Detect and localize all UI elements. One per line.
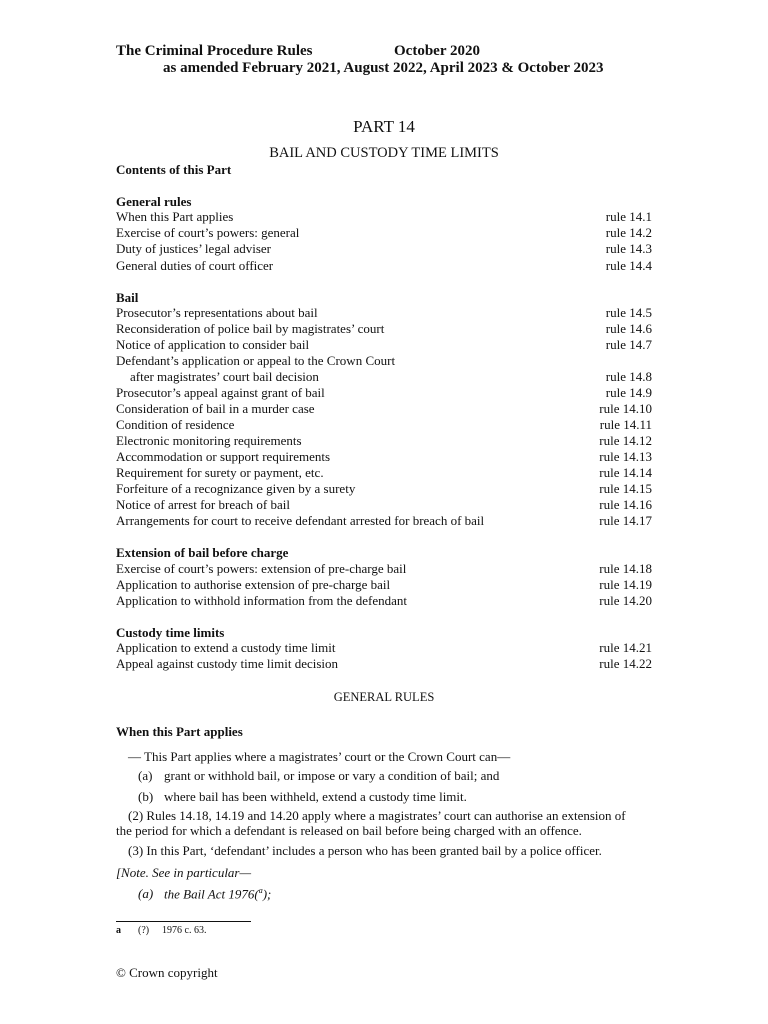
toc-entry-title: Appeal against custody time limit decision bbox=[116, 656, 339, 671]
toc-entry[interactable] bbox=[116, 385, 652, 401]
rule-heading: When this Part applies bbox=[116, 724, 243, 739]
toc-entry-title: Consideration of bail in a murder case bbox=[116, 401, 315, 416]
part-title: BAIL AND CUSTODY TIME LIMITS bbox=[269, 145, 499, 161]
toc-entry-rule: rule 14.7 bbox=[605, 337, 652, 352]
toc-entry[interactable] bbox=[116, 258, 652, 274]
note-a-text bbox=[164, 886, 271, 902]
toc-entry-title: Application to authorise extension of pre-charge bail bbox=[116, 577, 391, 592]
paragraph-1b-text: where bail has been withheld, extend a custody time limit. bbox=[164, 789, 467, 804]
toc-heading-bail: Bail bbox=[116, 290, 139, 305]
toc-entry-rule: rule 14.15 bbox=[599, 481, 652, 496]
toc-entry[interactable] bbox=[116, 561, 652, 577]
toc-entry-title: Prosecutor’s appeal against grant of bail bbox=[116, 385, 325, 400]
toc-entry-rule: rule 14.11 bbox=[599, 417, 652, 432]
toc-entry[interactable] bbox=[116, 497, 652, 513]
copyright-notice: © Crown copyright bbox=[116, 965, 218, 980]
footnote-ref-text: (?) bbox=[138, 925, 150, 936]
footnote-marker: a bbox=[116, 925, 121, 936]
toc-entry-rule: rule 14.13 bbox=[599, 449, 652, 464]
toc-entry[interactable] bbox=[116, 465, 652, 481]
toc-entry-rule: rule 14.14 bbox=[599, 465, 652, 480]
note-a-end: ); bbox=[262, 886, 272, 902]
toc-entry-rule: rule 14.12 bbox=[599, 433, 652, 448]
toc-entry[interactable] bbox=[116, 337, 652, 353]
note-a-label: (a) bbox=[138, 886, 154, 901]
toc-entry-rule: rule 14.22 bbox=[599, 656, 652, 671]
toc-entry[interactable] bbox=[116, 449, 652, 465]
toc-entry-title: Notice of application to consider bail bbox=[116, 337, 310, 352]
toc-entry-rule: rule 14.1 bbox=[605, 209, 652, 224]
toc-entry[interactable] bbox=[116, 369, 652, 385]
paragraph-1a-text: grant or withhold bail, or impose or vary a condition of bail; and bbox=[164, 768, 500, 783]
toc-entry-title: Requirement for surety or payment, etc. bbox=[116, 465, 324, 480]
toc-entry-title: Electronic monitoring requirements bbox=[116, 433, 302, 448]
toc-entry-rule: rule 14.19 bbox=[599, 577, 652, 592]
footnote-ref[interactable]: a bbox=[258, 886, 263, 895]
toc-entry[interactable] bbox=[116, 353, 652, 369]
toc-entry[interactable] bbox=[116, 577, 652, 593]
toc-entry[interactable] bbox=[116, 640, 652, 656]
contents-heading: Contents of this Part bbox=[116, 162, 232, 177]
toc-entry[interactable] bbox=[116, 225, 652, 241]
toc-entry-rule: rule 14.10 bbox=[599, 401, 652, 416]
toc-entry[interactable] bbox=[116, 305, 652, 321]
toc-entry-title: Condition of residence bbox=[116, 417, 235, 432]
document-title: The Criminal Procedure Rules bbox=[116, 43, 313, 59]
toc-entry-title: Application to extend a custody time limit bbox=[116, 640, 336, 655]
toc-entry-rule: rule 14.8 bbox=[605, 369, 652, 384]
toc-entry[interactable] bbox=[116, 401, 652, 417]
note-intro: [Note. See in particular— bbox=[116, 865, 252, 880]
toc-entry-title: Notice of arrest for breach of bail bbox=[116, 497, 290, 512]
toc-entry-rule: rule 14.9 bbox=[605, 385, 652, 400]
toc-entry-title: Exercise of court’s powers: extension of pre-charge bail bbox=[116, 561, 407, 576]
toc-entry-rule: rule 14.17 bbox=[599, 513, 652, 528]
toc-entry[interactable] bbox=[116, 241, 652, 257]
amendment-line: as amended February 2021, August 2022, April 2023 & October 2023 bbox=[163, 60, 604, 76]
toc-entry-title: Accommodation or support requirements bbox=[116, 449, 331, 464]
toc-entry[interactable] bbox=[116, 209, 652, 225]
toc-entry[interactable] bbox=[116, 433, 652, 449]
toc-entry-title: Forfeiture of a recognizance given by a surety bbox=[116, 481, 356, 496]
paragraph-2-line1: (2) Rules 14.18, 14.19 and 14.20 apply where a magistrates’ court can authorise an extension of bbox=[128, 808, 626, 823]
toc-entry-title: after magistrates’ court bail decision bbox=[130, 369, 319, 384]
toc-heading-custody: Custody time limits bbox=[116, 625, 225, 640]
part-number: PART 14 bbox=[353, 117, 415, 136]
section-heading-caps: GENERAL RULES bbox=[333, 690, 435, 704]
toc-entry[interactable] bbox=[116, 321, 652, 337]
toc-entry[interactable] bbox=[116, 593, 652, 609]
toc-entry-rule: rule 14.2 bbox=[605, 225, 652, 240]
document-date: October 2020 bbox=[394, 43, 480, 59]
toc-entry[interactable] bbox=[116, 513, 652, 529]
note-a-body: the Bail Act 1976( bbox=[164, 886, 259, 902]
toc-entry-rule: rule 14.3 bbox=[605, 241, 652, 256]
toc-entry-title: Arrangements for court to receive defendant arrested for breach of bail bbox=[116, 513, 485, 528]
toc-entry-title: Defendant’s application or appeal to the Crown Court bbox=[116, 353, 396, 368]
paragraph-2-line2: the period for which a defendant is released on bail before being charged with an offence. bbox=[116, 823, 582, 838]
toc-entry-rule: rule 14.4 bbox=[605, 258, 652, 273]
toc-entry-rule: rule 14.18 bbox=[599, 561, 652, 576]
toc-entry-title: Application to withhold information from the defendant bbox=[116, 593, 407, 608]
toc-entry-title: Duty of justices’ legal adviser bbox=[116, 241, 271, 256]
footnote-divider bbox=[116, 921, 251, 922]
paragraph-1a-label: (a) bbox=[138, 768, 153, 783]
toc-entry-rule: rule 14.16 bbox=[599, 497, 652, 512]
toc-entry-rule: rule 14.5 bbox=[605, 305, 652, 320]
paragraph-3: (3) In this Part, ‘defendant’ includes a person who has been granted bail by a police officer. bbox=[128, 843, 602, 858]
toc-entry-rule: rule 14.6 bbox=[605, 321, 652, 336]
toc-heading-general: General rules bbox=[116, 194, 192, 209]
paragraph-1: — This Part applies where a magistrates’ court or the Crown Court can— bbox=[128, 749, 511, 764]
toc-entry[interactable] bbox=[116, 417, 652, 433]
toc-entry-rule: rule 14.20 bbox=[599, 593, 652, 608]
toc-entry-title: Exercise of court’s powers: general bbox=[116, 225, 300, 240]
toc-entry[interactable] bbox=[116, 481, 652, 497]
paragraph-1b-label: (b) bbox=[138, 789, 154, 804]
toc-entry-rule: rule 14.21 bbox=[599, 640, 652, 655]
toc-entry-title: When this Part applies bbox=[116, 209, 234, 224]
toc-entry-title: Prosecutor’s representations about bail bbox=[116, 305, 318, 320]
toc-entry[interactable] bbox=[116, 656, 652, 672]
toc-heading-extension: Extension of bail before charge bbox=[116, 545, 289, 560]
footnote-text: 1976 c. 63. bbox=[162, 925, 207, 936]
toc-entry-title: General duties of court officer bbox=[116, 258, 274, 273]
toc-entry-title: Reconsideration of police bail by magistrates’ court bbox=[116, 321, 385, 336]
